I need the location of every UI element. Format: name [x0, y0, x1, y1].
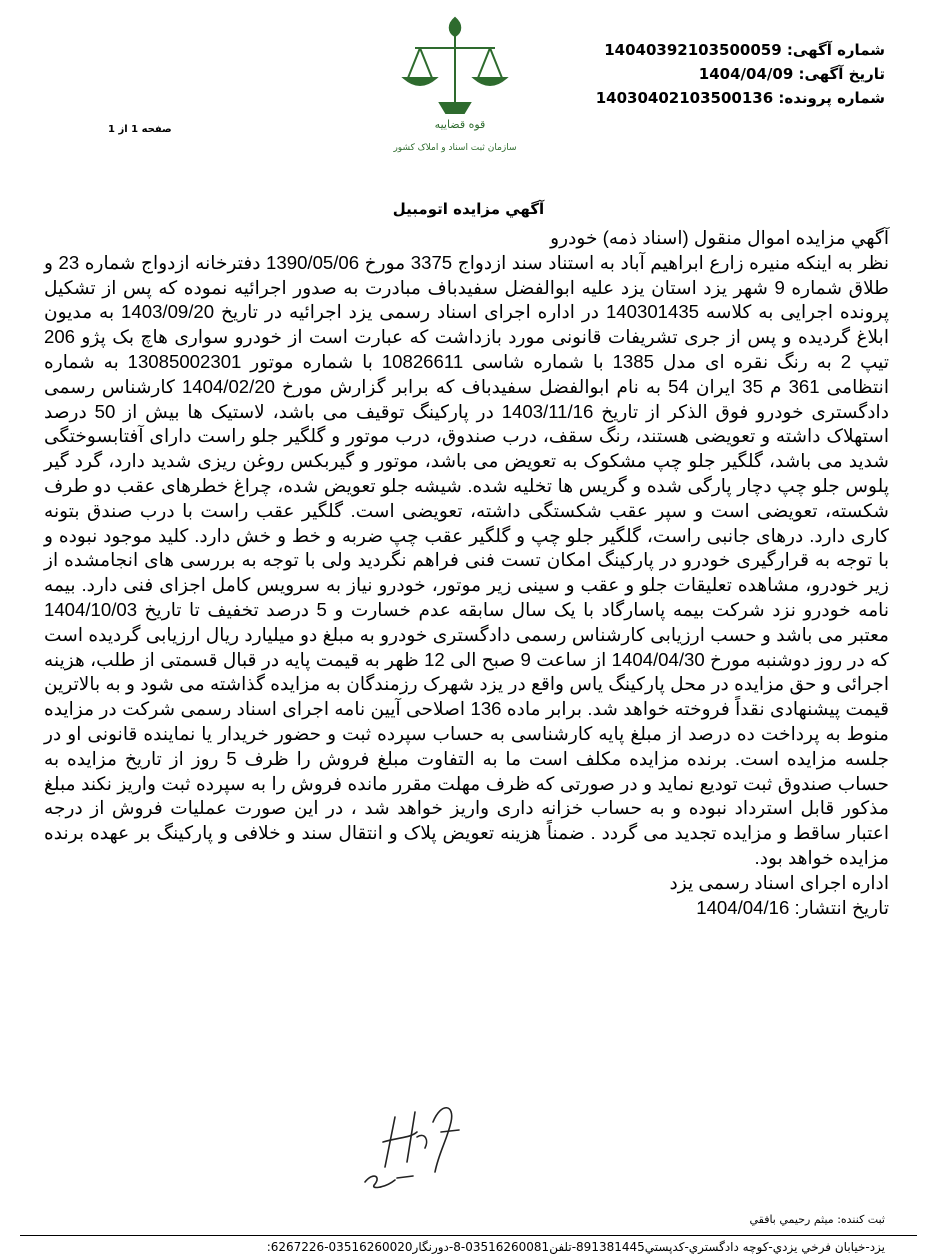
registrar-label: ثبت کننده:: [837, 1213, 885, 1226]
notice-number-row: [596, 38, 885, 62]
handwritten-signature-icon: [355, 1092, 475, 1202]
document-title: آگهي مزايده اتومبيل: [392, 200, 545, 218]
publish-date-row: [44, 896, 889, 921]
notice-number: 14040392103500059: [604, 41, 782, 59]
judiciary-emblem-icon: [390, 8, 520, 158]
case-number-label: شماره پرونده:: [778, 89, 885, 107]
notice-number-label: شماره آگهی:: [786, 41, 885, 59]
notice-date-label: تاریخ آگهی:: [798, 65, 885, 83]
notice-subtitle: آگهي مزايده اموال منقول (اسناد ذمه) خودرو: [550, 227, 889, 248]
publish-date: 1404/04/16: [696, 896, 790, 918]
emblem-org-line1: قوه قضاییه: [434, 118, 486, 131]
case-number: 14030402103500136: [595, 89, 774, 107]
notice-text: نظر به اینکه منیره زارع ابراهیم آباد به استناد سند ازدواج 3375 مورخ 1390/05/06 دفترخانه ازدواج شماره 23 و طلاق شماره 9 شهر یزد استان یزد علیه ابوالفضل سفیدباف مبادرت به صدور اجرائیه نموده که پس از تشکیل پرونده اجرایی به کلاسه 140301435 در اداره اجرای اسناد رسمی یزد اجرائیه در تاریخ 1403/09/20 به مدیون ابلاغ گردیده و پس از جری تشریفات قانونی مورد بازداشت که عبارت است از خودرو سواری هاچ بک پژو 206 تیپ 2 به رنگ نقره ای مدل 1385 با شماره شاسی 10826611 با شماره موتور 13085002301 به شماره انتظامی 361 م 35 ایران 54 به نام ابوالفضل سفیدباف که برابر گزارش مورخ 1404/02/20 کارشناس رسمی دادگستری خودرو فوق الذکر از تاریخ 1403/11/16 در پارکینگ توقیف می باشد، لاستیک ها بیش از 50 درصد استهلاک داشته و تعویضی هستند، رنگ سقف، درب صندوق، درب موتور و گلگیر جلو راست دارای آفتابسوختگی شدید می باشد، گلگیر جلو چپ مشکوک به تعویض می باشد، موتور و گیربکس روغن ریزی شدید دارد، گرد گیر پلوس جلو چپ دچار پارگی شده و گریس ها تخلیه شده. شیشه جلو تعویض شده، چراغ خطرهای عقب دو طرف شکسته، تعویضی است و سپر عقب شکستگی داشته، تعویضی است. گلگیر عقب راست با درب صندق بتونه کاری دارد. درهای جانبی راست، گلگیر جلو چپ و گلگیر عقب چپ ضربه و خط و خش دارد. کلید موجود نبوده و با توجه به قرارگیری خودرو در پارکینگ امکان تست فنی فراهم نگردید ولی با توجه به بررسی های انجامشده از زیر خودرو، مشاهده تعلیقات جلو و عقب و سینی زیر موتور، خودرو نیاز به سرویس کامل اجزای فنی دارد. بیمه نامه خودرو نزد شرکت بیمه پاسارگاد با یک سال سابقه عدم خسارت و 5 درصد تخفیف تا تاریخ 1404/10/03 معتبر می باشد و حسب ارزیابی کارشناس رسمی دادگستری خودرو به مبلغ دو میلیارد ریال ارزیابی گردیده است که در روز دوشنبه مورخ 1404/04/30 از ساعت 9 صبح الی 12 ظهر به قیمت پایه در قبال قسمتی از طلب، هزینه اجرائی و حق مزایده در محل پارکینگ یاس واقع در یزد شهرک رزمندگان به مزایده گذاشته می شود و به بالاترین قیمت پیشنهادی نقداً فروخته خواهد شد. برابر ماده 136 اصلاحی آیین نامه اجرای اسناد رسمی شرکت در مزایده منوط به پرداخت ده درصد از مبلغ پایه کارشناسی به حساب سپرده ثبت و حضور خریدار یا نماینده قانونی او در جلسه مزایده است. برنده مزایده مکلف است ما به التفاوت مبلغ فروش را ظرف 5 روز از تاریخ مزایده به حساب صندوق ثبت تودیع نماید و در صورتی که ظرف مهلت مقرر مانده فروش را به سپرده ثبت واریز نکند مبلغ مذکور قابل استرداد نبوده و به حساب خزانه داری واریز خواهد شد ، در این صورت عملیات فروش از درجه اعتبار ساقط و مزایده تجدید می گردد . ضمناً هزینه تعویض پلاک و انتقال سند و خلافی و پارکینگ بر عهده برنده مزایده خواهد بود.: [44, 251, 890, 868]
notice-body: [44, 226, 889, 920]
publish-date-label: تاریخ انتشار:: [794, 896, 889, 918]
registrar: [749, 1213, 885, 1226]
issuer: اداره اجرای اسناد رسمی یزد: [669, 871, 889, 893]
registrar-name: ميثم رحيمي بافقي: [749, 1213, 834, 1226]
emblem-org-line2: سازمان ثبت اسناد و املاک کشور: [393, 143, 517, 153]
page-number: صفحه 1 از 1: [108, 124, 172, 135]
notice-date-row: [596, 62, 885, 86]
notice-date: 1404/04/09: [698, 65, 794, 83]
footer-divider: [20, 1235, 917, 1236]
notice-metadata: [596, 38, 885, 110]
footer-address: يزد-خيابان فرخي يزدي-كوچه دادگستري-كدپستي891381445-تلفن03516260081-8-دورنگار03516260020-6267226:: [266, 1240, 885, 1254]
case-number-row: [596, 86, 885, 110]
